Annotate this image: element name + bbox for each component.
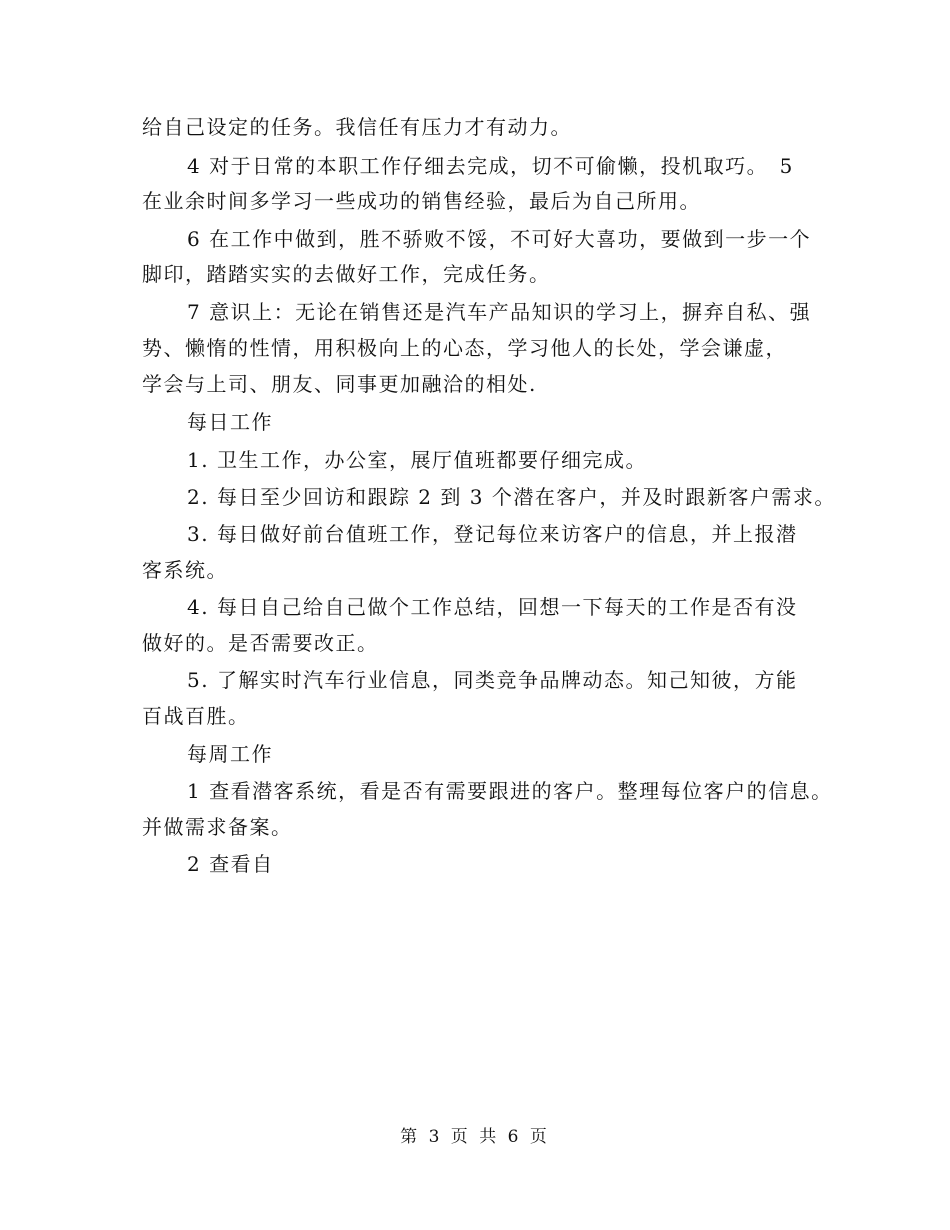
text-line: 并做需求备案。 [142, 815, 293, 839]
list-item: 5. 了解实时汽车行业信息，同类竞争品牌动态。知己知彼，方能 [187, 668, 798, 692]
page-number: 第 3 页 共 6 页 [400, 1127, 550, 1147]
text-line: 客系统。 [142, 558, 228, 582]
text-line: 脚印，踏踏实实的去做好工作，完成任务。 [142, 262, 551, 286]
text-line: 7 意识上：无论在销售还是汽车产品知识的学习上，摒弃自私、强 [187, 300, 812, 324]
text-line: 学会与上司、朋友、同事更加融洽的相处. [142, 372, 537, 396]
section-heading: 每日工作 [187, 410, 273, 434]
list-item: 2. 每日至少回访和跟踪 2 到 3 个潜在客户，并及时跟新客户需求。 [187, 485, 836, 509]
text-line: 百战百胜。 [142, 704, 250, 728]
text-line: 2 查看自 [187, 852, 274, 876]
list-item: 1. 卫生工作，办公室，展厅值班都要仔细完成。 [187, 448, 647, 472]
text-line: 做好的。是否需要改正。 [142, 631, 379, 655]
list-item: 3. 每日做好前台值班工作，登记每位来访客户的信息，并上报潜 [187, 522, 798, 546]
text-line: 4 对于日常的本职工作仔细去完成，切不可偷懒，投机取巧。 5 [187, 154, 794, 178]
text-line: 在业余时间多学习一些成功的销售经验，最后为自己所用。 [142, 189, 701, 213]
text-line: 1 查看潜客系统，看是否有需要跟进的客户。整理每位客户的信息。 [187, 779, 833, 803]
text-line: 势、懒惰的性情，用积极向上的心态，学习他人的长处，学会谦虚， [142, 336, 787, 360]
section-heading: 每周工作 [187, 742, 273, 766]
text-line: 6 在工作中做到，胜不骄败不馁，不可好大喜功，要做到一步一个 [187, 227, 812, 251]
list-item: 4. 每日自己给自己做个工作总结，回想一下每天的工作是否有没 [187, 595, 798, 619]
text-line: 给自己设定的任务。我信任有压力才有动力。 [142, 115, 572, 139]
